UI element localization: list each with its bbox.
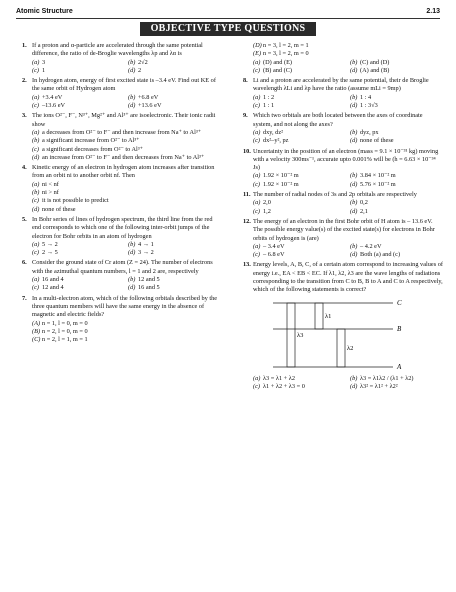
- option: [32, 102, 124, 110]
- option-label: (b): [128, 240, 136, 248]
- option-text: n = 2, l = 1, m = 1: [42, 336, 88, 344]
- question-text-row: [243, 218, 443, 243]
- option-label: (a): [32, 240, 40, 248]
- option-text: –13.6 eV: [42, 102, 66, 110]
- option-label: (c): [32, 284, 39, 292]
- option: [253, 172, 346, 180]
- option: [253, 102, 346, 110]
- option-label: (c): [253, 382, 260, 390]
- option-text: 1 : 2: [263, 93, 275, 101]
- option-label: (b): [128, 58, 136, 66]
- orbital-label: (D): [253, 42, 262, 49]
- option-label: (c): [253, 66, 260, 74]
- option-label: (b): [350, 242, 358, 250]
- question-text: Li and a proton are accelerated by the same potential, their de Broglie wavelength λLi and λp have the ratio (assume mLi = 9mp): [253, 77, 429, 93]
- transition-label: λ2: [347, 344, 354, 352]
- option: [253, 375, 346, 383]
- option-label: (c): [253, 102, 260, 110]
- option-text: 2,0: [263, 199, 271, 207]
- option-text: Both (a) and (c): [360, 251, 401, 259]
- option: [253, 137, 346, 145]
- option: [350, 375, 443, 383]
- option-text: – 6.8 eV: [263, 251, 285, 259]
- question-text-row: [22, 295, 220, 320]
- option: [32, 129, 220, 137]
- right-column: [243, 42, 443, 393]
- option-label: (d): [32, 205, 40, 213]
- question-text: In hydrogen atom, energy of first excited state is –3.4 eV. Find out KE of the same orbit of Hydrogen atom: [32, 77, 216, 93]
- option-label: (d): [128, 249, 136, 257]
- option: [128, 276, 220, 284]
- question-text-row: [243, 112, 443, 129]
- option-text: a significant decreases from O²⁻ to Al³⁺: [42, 145, 143, 153]
- question-number: 2.: [22, 77, 27, 85]
- transition-arrow: [337, 329, 345, 367]
- option-label: (d): [128, 66, 136, 74]
- question-text: The number of radial nodes of 3s and 2p orbitals are respectively: [253, 191, 417, 199]
- option-text: 4 → 1: [138, 240, 154, 248]
- option: [32, 241, 124, 249]
- options-list: [243, 375, 443, 392]
- energy-level-label: C: [397, 298, 402, 307]
- option-label: (b): [128, 276, 136, 284]
- option-label: (a): [253, 199, 261, 207]
- orbital-line: [253, 50, 443, 58]
- option-label: (c): [253, 137, 260, 145]
- option-text: dyz, px: [360, 128, 379, 136]
- question-number: 13.: [243, 261, 251, 269]
- option: [253, 251, 346, 259]
- option-text: (B) and (C): [263, 66, 293, 74]
- orbital-text: n = 3, l = 2, m = 0: [263, 50, 309, 58]
- option-label: (d): [350, 66, 358, 74]
- energy-level-svg: [253, 297, 433, 373]
- q7-continuation: [243, 42, 443, 75]
- option-text: ni < nf: [42, 180, 59, 188]
- options-list: [243, 129, 443, 146]
- option-text: +6.8 eV: [138, 93, 159, 101]
- question-text-row: [243, 191, 443, 199]
- options-list: [22, 181, 220, 214]
- option: [32, 328, 220, 336]
- option-label: (a): [253, 374, 261, 382]
- option-text: 3.84 × 10⁻² m: [360, 172, 396, 180]
- option-label: (d): [350, 180, 358, 188]
- options-list: [243, 199, 443, 216]
- energy-level-label: B: [397, 324, 402, 333]
- option-label: (c): [253, 207, 260, 215]
- question: [243, 112, 443, 145]
- options-list: [243, 59, 443, 76]
- option-label: (C): [32, 336, 41, 344]
- option-text: +13.6 eV: [138, 102, 162, 110]
- option: [32, 197, 220, 205]
- option-label: (b): [350, 58, 358, 66]
- option-label: (a): [253, 93, 261, 101]
- option: [128, 67, 220, 75]
- option-text: none of these: [42, 205, 76, 213]
- question: [243, 191, 443, 216]
- question: [243, 218, 443, 259]
- question-number: 8.: [243, 77, 248, 85]
- option: [350, 137, 443, 145]
- right-questions: [243, 77, 443, 391]
- question: [243, 261, 443, 391]
- option: [253, 208, 346, 216]
- option-text: 0,2: [360, 199, 368, 207]
- question-number: 12.: [243, 217, 251, 225]
- section-title: OBJECTIVE TYPE QUESTIONS: [140, 22, 316, 36]
- option-text: it is not possible to predict: [42, 197, 109, 205]
- question-text: In Bohr series of lines of hydrogen spectrum, the third line from the red end corresponds to which one of the following inter-orbit jumps of the electron for Bohr orbits in an atom of hydrogen: [32, 215, 213, 240]
- question-text-row: [243, 148, 443, 173]
- option-label: (c): [32, 102, 39, 110]
- option-label: (b): [350, 374, 358, 382]
- option-label: (d): [32, 153, 40, 161]
- option-text: (C) and (D): [360, 58, 390, 66]
- option-text: ni > nf: [42, 189, 59, 197]
- energy-level-label: A: [397, 362, 402, 371]
- option-text: (D) and (E): [263, 58, 293, 66]
- option-text: 16 and 5: [138, 284, 160, 292]
- option-label: (b): [350, 172, 358, 180]
- option: [350, 243, 443, 251]
- option-text: λ3 = λ1λ2 / (λ1 + λ2): [360, 374, 414, 382]
- question: [22, 259, 220, 292]
- option: [350, 67, 443, 75]
- option-text: a significant increase from O²⁻ to Al³⁺: [42, 137, 140, 145]
- question-text: Consider the ground state of Cr atom (Z = 24). The number of electrons with the azimuthal quantum numbers, l = 1 and 2 are, respectively: [32, 259, 213, 275]
- continuation-lines: [243, 42, 443, 59]
- question-text: Kinetic energy of an electron in hydrogen atom increases after transition from an orbit ni to another orbit nf. Then: [32, 164, 215, 180]
- orbital-text: n = 3, l = 2, m = 1: [263, 42, 309, 49]
- option: [253, 59, 346, 67]
- option-text: – 3.4 eV: [263, 242, 285, 250]
- energy-level-diagram: [253, 297, 443, 373]
- question-text-row: [22, 216, 220, 241]
- question-text-row: [22, 164, 220, 181]
- option-text: 5 → 2: [42, 240, 58, 248]
- option-label: (a): [253, 172, 261, 180]
- question: [22, 164, 220, 214]
- option-label: (b): [350, 128, 358, 136]
- option: [32, 59, 124, 67]
- option-label: (a): [32, 58, 40, 66]
- option: [32, 276, 124, 284]
- option: [32, 137, 220, 145]
- option-text: none of these: [360, 137, 394, 145]
- question-text: Which two orbitals are both located between the axes of coordinate system, and not along the axes?: [253, 112, 423, 128]
- option: [350, 172, 443, 180]
- option-label: (a): [32, 128, 40, 136]
- question-text: The energy of an electron in the first Bohr orbit of H atom is – 13.6 eV. The possible energy value(s) of the excited state(s) for electrons in Bohr orbits of hydrogen is (are): [253, 217, 435, 242]
- option: [253, 181, 346, 189]
- question-number: 9.: [243, 112, 248, 120]
- option: [32, 320, 220, 328]
- options-list: [22, 94, 220, 111]
- option-label: (d): [350, 207, 358, 215]
- options-list: [22, 59, 220, 76]
- option: [32, 336, 220, 344]
- option-text: 1.92 × 10⁻² m: [263, 172, 299, 180]
- option-label: (a): [253, 58, 261, 66]
- option: [253, 129, 346, 137]
- option: [253, 199, 346, 207]
- options-list: [22, 129, 220, 162]
- question-number: 4.: [22, 164, 27, 172]
- option-text: 12 and 5: [138, 276, 160, 284]
- option: [350, 251, 443, 259]
- option: [32, 146, 220, 154]
- question-number: 1.: [22, 42, 27, 49]
- option-label: (a): [32, 93, 40, 101]
- option-text: 3 → 2: [138, 249, 154, 257]
- question-text: Uncertainty in the position of an electron (mass = 9.1 × 10⁻³¹ kg) moving with a velocity 300ms⁻¹, accurate upto 0.001% will be (h = 6.63 × 10⁻³⁴ Js): [253, 147, 439, 172]
- option-label: (d): [350, 102, 358, 110]
- question: [22, 112, 220, 162]
- option: [253, 67, 346, 75]
- options-list: [243, 243, 443, 260]
- question-number: 6.: [22, 259, 27, 267]
- option: [350, 129, 443, 137]
- option-label: (d): [350, 251, 358, 259]
- option-text: 1 : 4: [360, 93, 372, 101]
- transition-label: λ1: [325, 312, 332, 320]
- option-label: (b): [128, 93, 136, 101]
- option: [128, 249, 220, 257]
- question-number: 10.: [243, 147, 251, 155]
- option: [128, 94, 220, 102]
- question-text-row: [243, 77, 443, 94]
- option-text: 1.92 × 10⁻² m: [263, 180, 299, 188]
- option: [350, 199, 443, 207]
- question: [22, 295, 220, 345]
- option: [32, 189, 220, 197]
- option-label: (b): [32, 137, 40, 145]
- option-text: 1 : 3√3: [360, 102, 378, 110]
- option: [350, 94, 443, 102]
- option-text: 2: [138, 66, 142, 74]
- option: [350, 383, 443, 391]
- option: [32, 284, 124, 292]
- question-number: 11.: [243, 191, 251, 199]
- option: [350, 181, 443, 189]
- question-text-row: [22, 112, 220, 129]
- option-label: (a): [253, 242, 261, 250]
- question-number: 7.: [22, 294, 27, 302]
- page-header: [16, 6, 440, 19]
- option-label: (c): [253, 180, 260, 188]
- page-number: 2.13: [426, 8, 440, 15]
- question-text: In a multi-electron atom, which of the following orbitals described by the three quantum members will have the same energy in the absence of magnetic and electric fields?: [32, 294, 218, 319]
- question: [243, 148, 443, 189]
- option-text: an increase from O²⁻ to F⁻ and then decreases from Na⁺ to Al³⁺: [42, 153, 205, 161]
- option-label: (b): [350, 199, 358, 207]
- option: [32, 154, 220, 162]
- question-number: 5.: [22, 215, 27, 223]
- option-label: (d): [350, 382, 358, 390]
- option-text: +3.4 eV: [42, 93, 63, 101]
- option: [32, 67, 124, 75]
- option: [253, 243, 346, 251]
- option-text: n = 1, l = 0, m = 0: [42, 319, 88, 327]
- options-list: [243, 94, 443, 111]
- option-text: n = 2, l = 0, m = 0: [42, 327, 88, 335]
- option-label: (d): [128, 284, 136, 292]
- question: [22, 216, 220, 257]
- option-text: 16 and 4: [42, 276, 64, 284]
- option-text: dx²–y², pz: [263, 137, 289, 145]
- option-label: (c): [32, 66, 39, 74]
- chapter-title: Atomic Structure: [16, 8, 73, 15]
- options-list: [22, 276, 220, 293]
- question-text-row: [22, 42, 220, 59]
- option: [350, 102, 443, 110]
- option-text: 1,2: [263, 207, 271, 215]
- option-label: (d): [350, 137, 358, 145]
- option: [253, 94, 346, 102]
- option-text: 2√2: [138, 58, 148, 66]
- question-text: The ions O²⁻, F⁻, N³⁺, Mg²⁺ and Al³⁺ are isoelectronic. Their ionic radii show: [32, 112, 216, 128]
- question: [22, 42, 220, 75]
- option: [128, 241, 220, 249]
- options-list: [22, 320, 220, 345]
- option-text: λ3² = λ1² + λ2²: [360, 382, 398, 390]
- option: [128, 284, 220, 292]
- question-text-row: [22, 259, 220, 276]
- transition-arrow: [315, 303, 323, 329]
- option-text: 12 and 4: [42, 284, 64, 292]
- question-text-row: [22, 77, 220, 94]
- option-text: 2 → 5: [42, 249, 58, 257]
- transition-arrow: [287, 303, 295, 367]
- option: [32, 94, 124, 102]
- option: [350, 59, 443, 67]
- option-text: λ3 = λ1 + λ2: [263, 374, 296, 382]
- option-label: (d): [128, 102, 136, 110]
- orbital-label: (E): [253, 50, 262, 58]
- option-text: dxy, dz²: [263, 128, 284, 136]
- option-text: 1 : 1: [263, 102, 275, 110]
- option-label: (c): [253, 251, 260, 259]
- option: [128, 59, 220, 67]
- option-text: 5.76 × 10⁻² m: [360, 180, 396, 188]
- question-number: 3.: [22, 112, 27, 120]
- left-column: [22, 42, 220, 346]
- option-label: (a): [253, 128, 261, 136]
- question-text-row: [243, 261, 443, 294]
- option-text: 1: [42, 66, 46, 74]
- option-label: (a): [32, 276, 40, 284]
- option-text: λ1 + λ2 + λ3 = 0: [263, 382, 305, 390]
- option-text: (A) and (B): [360, 66, 390, 74]
- option-label: (a): [32, 180, 40, 188]
- option: [128, 102, 220, 110]
- question-text: Energy levels, A, B, C, of a certain atom correspond to increasing values of energy i.e., EA < EB < EC. If λ1, λ2, λ3 are the wave lengths of radiations corresponding to the transition from C to B, B to A and C to A respectively, which of the following statements is correct?: [253, 261, 443, 294]
- option-label: (B): [32, 327, 41, 335]
- option-label: (b): [32, 189, 40, 197]
- orbital-line: [253, 42, 443, 50]
- options-list: [22, 241, 220, 258]
- option-label: (c): [32, 145, 39, 153]
- option-label: (c): [32, 197, 39, 205]
- option-text: 3: [42, 58, 46, 66]
- option: [350, 208, 443, 216]
- question: [243, 77, 443, 110]
- option: [32, 206, 220, 214]
- option-text: 2,1: [360, 207, 368, 215]
- question-text: If a proton and α-particle are accelerated through the same potential difference, the ratio of de-Broglie wavelengths λp and λα is: [32, 42, 203, 58]
- option-text: a decreases from O²⁻ to F⁻ and then increase from Na⁺ to Al³⁺: [42, 128, 202, 136]
- option: [32, 249, 124, 257]
- option-label: (b): [350, 93, 358, 101]
- options-list: [243, 172, 443, 189]
- question: [22, 77, 220, 110]
- option: [253, 383, 346, 391]
- option-label: (A): [32, 319, 41, 327]
- transition-label: λ3: [297, 331, 304, 339]
- option-label: (c): [32, 249, 39, 257]
- option: [32, 181, 220, 189]
- option-text: – 4.2 eV: [360, 242, 382, 250]
